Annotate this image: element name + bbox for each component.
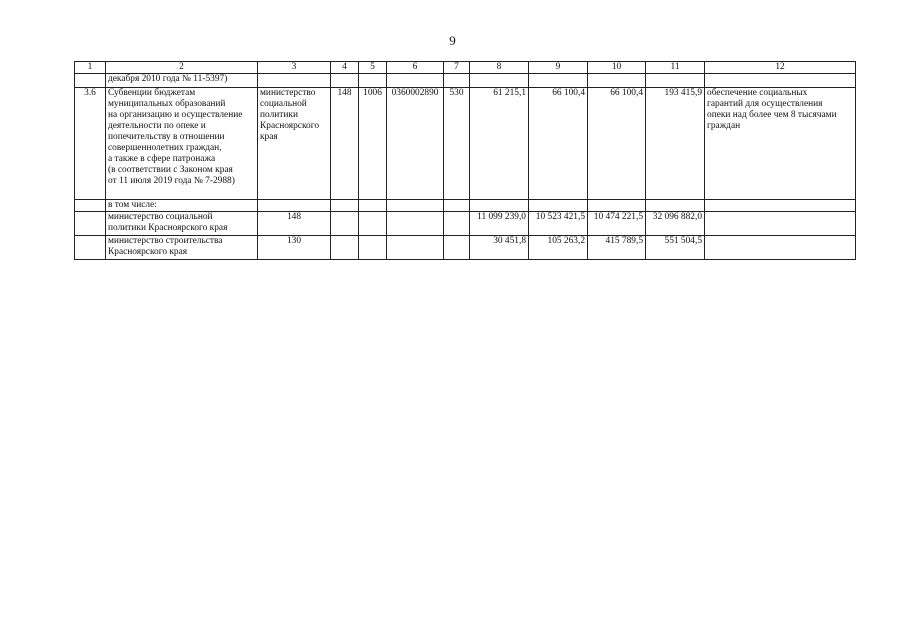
text-line: Субвенции бюджетам [108,88,196,98]
table-cell [444,74,470,88]
row-value-total: 551 504,5 [646,236,705,260]
table-cell [75,212,106,236]
header-cell: 10 [588,62,646,74]
table-cell [331,200,359,212]
table-cell [387,200,444,212]
text-line: совершеннолетних граждан, [108,143,222,153]
row-expected-result [705,88,856,200]
header-cell: 1 [75,62,106,74]
text-line: муниципальных образований [108,99,226,109]
header-cell: 7 [444,62,470,74]
table-cell [387,212,444,236]
table-cell [75,74,106,88]
table-cell [331,74,359,88]
row-description [106,236,258,260]
row-value-year2: 105 263,2 [529,236,588,260]
text-line: обеспечение социальных [707,88,808,98]
table-cell: декабря 2010 года № 11-5397) [106,74,258,88]
table-cell [646,74,705,88]
table-row-including [75,200,856,212]
text-line: министерство [260,88,316,98]
table-row-continuation [75,74,856,88]
table-row-construction [75,236,856,260]
text-line: деятельности по опеке и [108,121,206,131]
text-line: социальной [260,99,307,109]
table-cell [258,74,331,88]
row-code-grbs: 148 [331,88,359,200]
header-cell: 11 [646,62,705,74]
text-line: министерство социальной [108,212,213,222]
table-cell [705,200,856,212]
table-cell [75,236,106,260]
row-value-year1: 11 099 239,0 [470,212,529,236]
text-line: политики [260,110,298,120]
row-value-year3: 66 100,4 [588,88,646,200]
row-value-year3: 10 474 221,5 [588,212,646,236]
text-line: граждан [707,121,741,131]
text-line: а также в сфере патронажа [108,154,216,164]
table-cell [470,74,529,88]
header-cell: 8 [470,62,529,74]
table-cell [444,236,470,260]
table-cell [705,236,856,260]
table-cell [529,200,588,212]
text-line: Красноярского [260,121,320,131]
table-cell [359,212,387,236]
table-cell: в том числе: [106,200,258,212]
row-ministry [258,88,331,200]
table-cell [444,200,470,212]
table-cell [646,200,705,212]
row-code-grbs: 130 [258,236,331,260]
table-cell [588,200,646,212]
header-cell: 4 [331,62,359,74]
table-cell [331,212,359,236]
row-code-type: 530 [444,88,470,200]
header-cell: 9 [529,62,588,74]
text-line: (в соответствии с Законом края [108,165,233,175]
text-line: от 11 июля 2019 года № 7-2988) [108,176,235,186]
text-line: попечительству в отношении [108,132,225,142]
text-line: края [260,132,278,142]
table-row-social [75,212,856,236]
row-number: 3.6 [75,88,106,200]
row-value-total: 32 096 882,0 [646,212,705,236]
table-cell [705,74,856,88]
table-cell [387,74,444,88]
table-cell [387,236,444,260]
budget-table [74,61,856,260]
text-line: гарантий для осуществления [707,99,823,109]
row-value-year1: 61 215,1 [470,88,529,200]
table-row-main [75,88,856,200]
header-cell: 5 [359,62,387,74]
row-value-year3: 415 789,5 [588,236,646,260]
row-code-section: 1006 [359,88,387,200]
table-cell [331,236,359,260]
table-cell [258,200,331,212]
header-cell: 2 [106,62,258,74]
table-cell [588,74,646,88]
row-code-target: 0360002890 [387,88,444,200]
table-cell [359,236,387,260]
header-cell: 3 [258,62,331,74]
header-row [75,62,856,74]
text-line: политики Красноярского края [108,223,228,233]
row-value-year2: 66 100,4 [529,88,588,200]
table-cell [359,200,387,212]
table-cell [359,74,387,88]
table-cell [75,200,106,212]
row-value-total: 193 415,9 [646,88,705,200]
row-value-year1: 30 451,8 [470,236,529,260]
row-description [106,212,258,236]
header-cell: 6 [387,62,444,74]
text-line: министерство строительства [108,236,223,246]
page-number: 9 [449,33,456,48]
row-description [106,88,258,200]
text-line: опеки над более чем 8 тысячами [707,110,837,120]
row-code-grbs: 148 [258,212,331,236]
row-value-year2: 10 523 421,5 [529,212,588,236]
text-line: Красноярского края [108,247,188,257]
table-cell [444,212,470,236]
header-cell: 12 [705,62,856,74]
table-cell [470,200,529,212]
table-cell [705,212,856,236]
table-cell [529,74,588,88]
text-line: на организацию и осуществление [108,110,243,120]
